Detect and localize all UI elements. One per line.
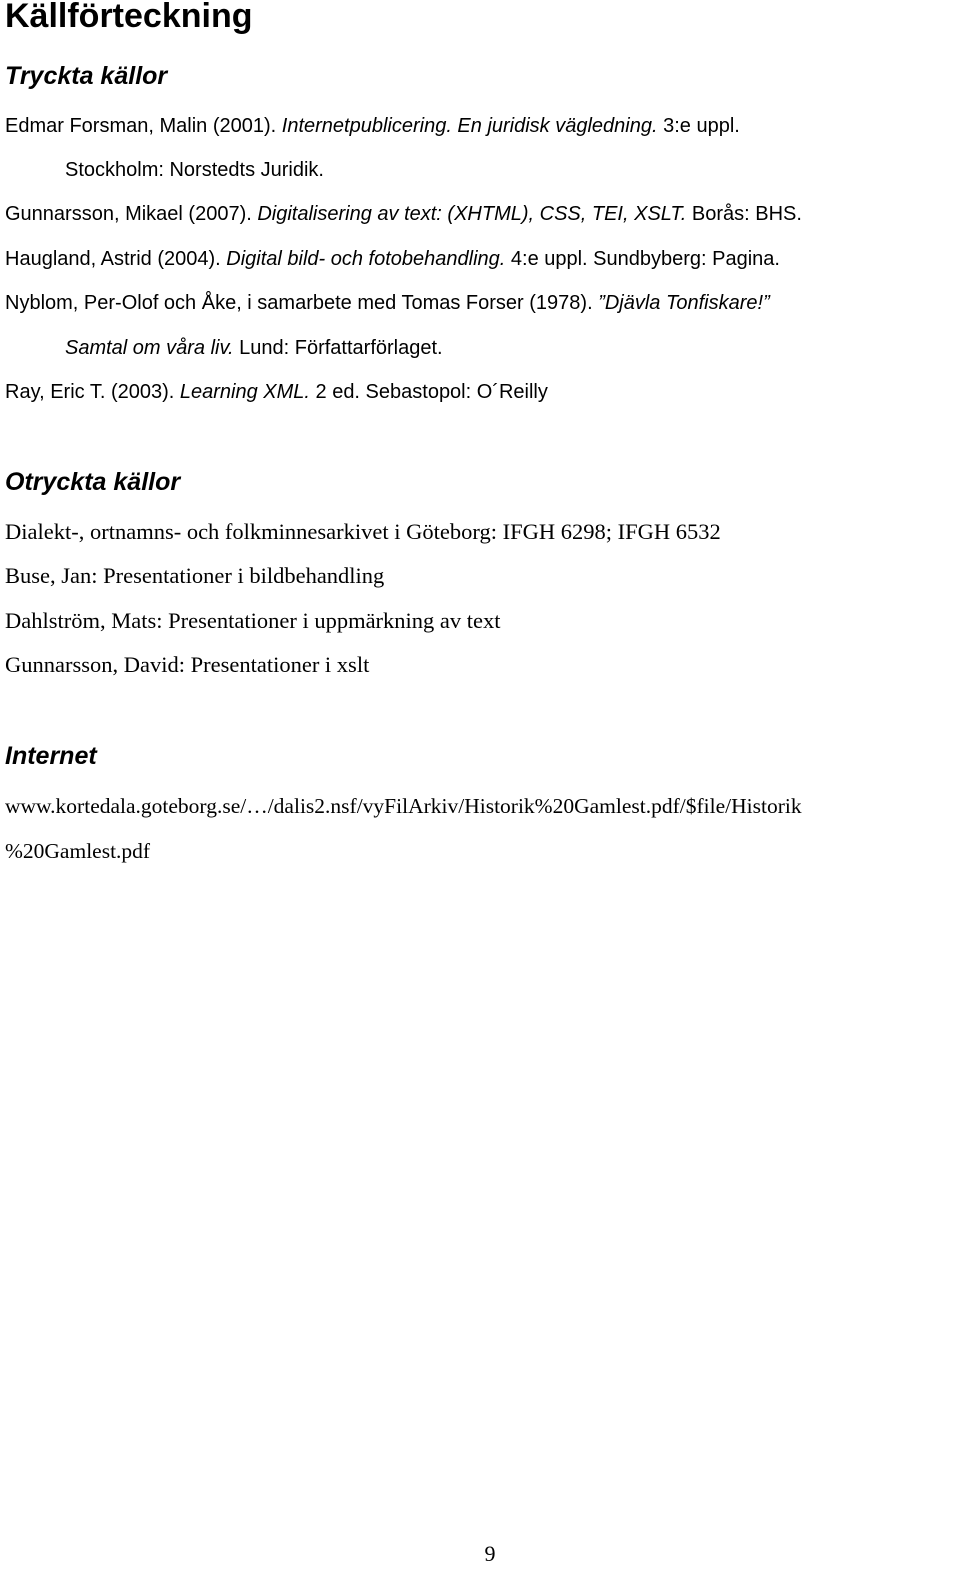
entry-text: Haugland, Astrid (2004). — [5, 248, 227, 270]
unprinted-entry-2: Buse, Jan: Presentationer i bildbehandling — [5, 563, 385, 588]
entry-title: Samtal om våra liv. — [65, 337, 234, 359]
unprinted-entry-3: Dahlström, Mats: Presentationer i uppmärkning av text — [5, 608, 501, 633]
entry-title: Learning XML. — [179, 381, 310, 403]
internet-link-line-1: www.kortedala.goteborg.se/…/dalis2.nsf/vyFilArkiv/Historik%20Gamlest.pdf/$file/Historik — [5, 794, 802, 818]
entry-text: 2 ed. Sebastopol: O´Reilly — [309, 381, 548, 403]
page-title: Källförteckning — [5, 0, 253, 35]
entry-text: Gunnarsson, Mikael (2007). — [5, 203, 258, 225]
entry-text: 4:e uppl. Sundbyberg: Pagina. — [505, 248, 780, 270]
printed-entry-5-line-1 — [5, 377, 548, 407]
entry-text: Stockholm: Norstedts Juridik. — [65, 159, 324, 181]
printed-entry-3-line-1 — [5, 244, 780, 274]
entry-text: Edmar Forsman, Malin (2001). — [5, 115, 282, 137]
page-number: 9 — [484, 1541, 496, 1566]
internet-link-line-2: %20Gamlest.pdf — [5, 839, 151, 863]
printed-entry-4-line-1 — [5, 288, 770, 318]
entry-text: Lund: Författarförlaget. — [233, 337, 443, 359]
entry-text: 3:e uppl. — [657, 115, 740, 137]
printed-entry-1-line-2 — [65, 155, 324, 185]
entry-title: Digitalisering av text: (XHTML), CSS, TEI, XSLT. — [257, 203, 687, 225]
printed-entry-1-line-1 — [5, 111, 740, 141]
section-heading-unprinted: Otryckta källor — [5, 468, 181, 496]
entry-title: Digital bild- och fotobehandling. — [226, 248, 506, 270]
unprinted-entry-1: Dialekt-, ortnamns- och folkminnesarkivet i Göteborg: IFGH 6298; IFGH 6532 — [5, 519, 721, 544]
unprinted-entry-4: Gunnarsson, David: Presentationer i xslt — [5, 652, 370, 677]
printed-entry-4-line-2 — [65, 333, 443, 363]
entry-title: ”Djävla Tonfiskare!” — [598, 292, 770, 314]
entry-title: Internetpublicering. En juridisk vägledning. — [281, 115, 658, 137]
section-heading-internet: Internet — [5, 742, 97, 770]
printed-entry-2-line-1 — [5, 199, 802, 229]
entry-text: Nyblom, Per-Olof och Åke, i samarbete med Tomas Forser (1978). — [5, 292, 599, 314]
section-heading-printed: Tryckta källor — [5, 62, 168, 90]
entry-text: Ray, Eric T. (2003). — [5, 381, 180, 403]
entry-text: Borås: BHS. — [686, 203, 802, 225]
